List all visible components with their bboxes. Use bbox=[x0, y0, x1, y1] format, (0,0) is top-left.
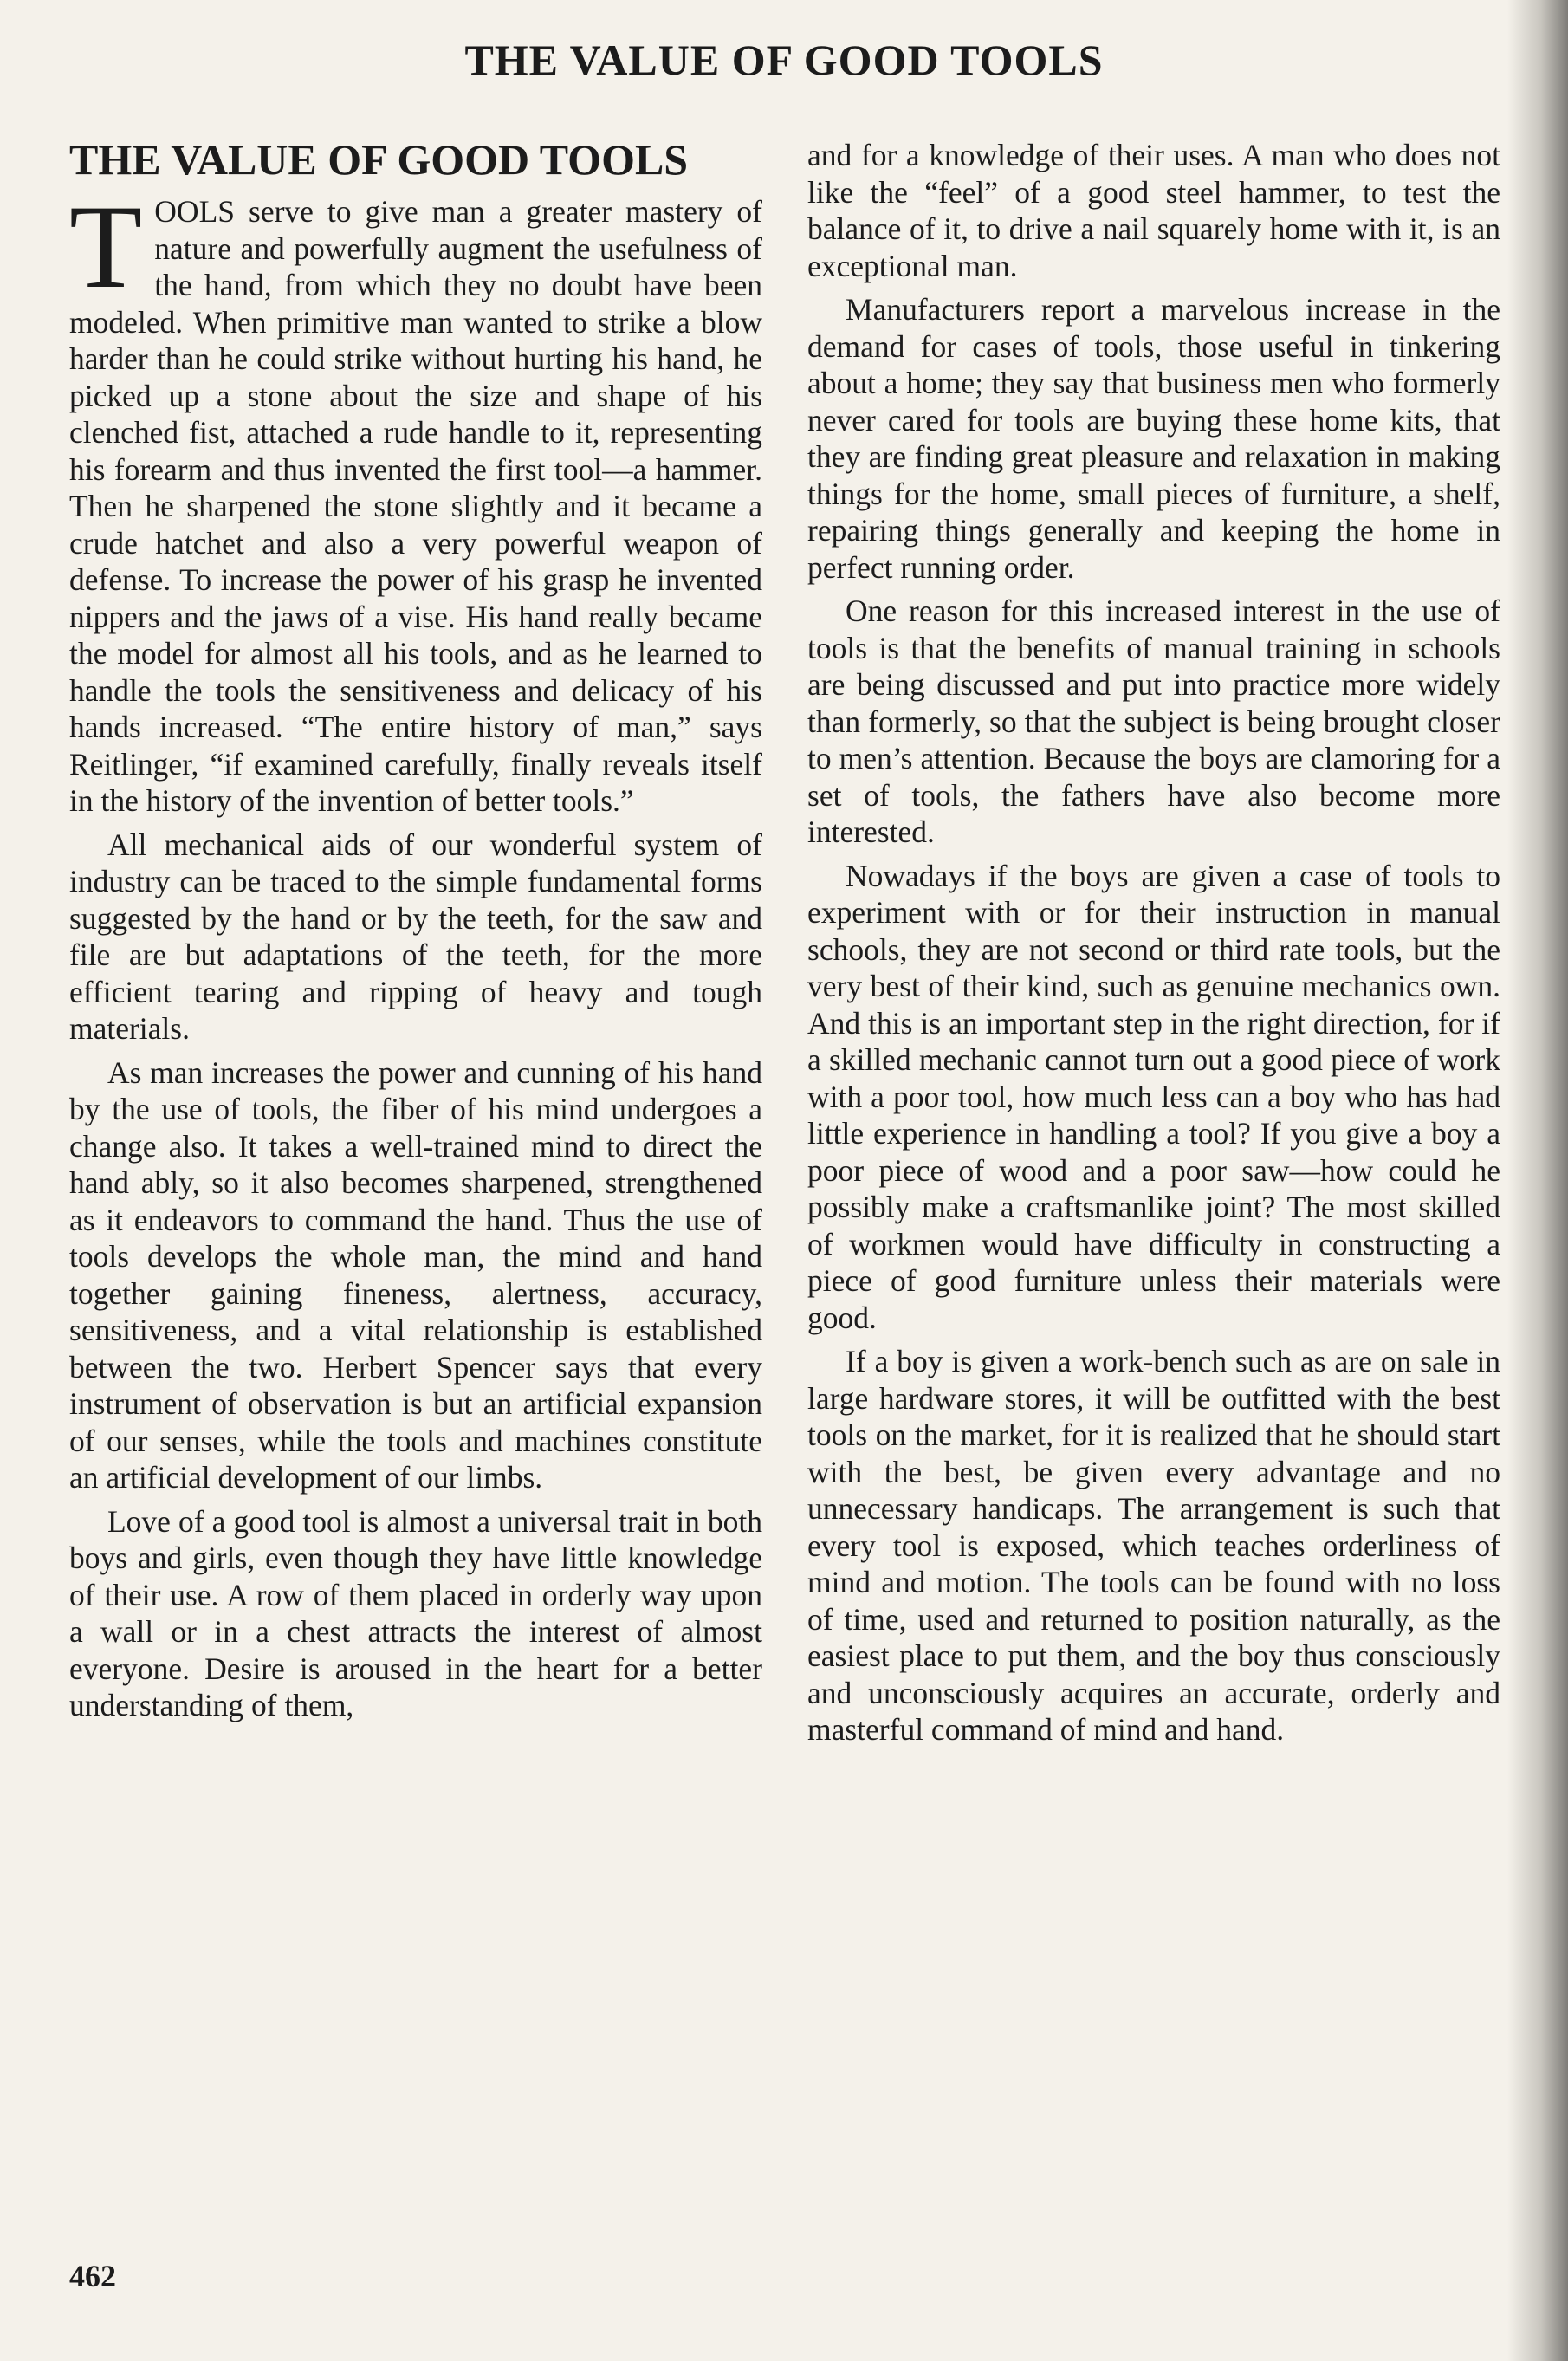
article-title: THE VALUE OF GOOD TOOLS bbox=[69, 135, 689, 184]
paragraph-7: Nowadays if the boys are given a case of tools to experiment with or for their instruction in manual schools, they are not second or third rate tools, but the very best of their kind, such as genuine mechanics own. And this is an important step in the right direction, for if a skilled mechanic cannot turn out a good piece of work with a poor tool, how much less can a boy who has had little experience in handling a tool? If you give a boy a poor piece of wood and a poor saw—how could he possibly make a craftsmanlike joint? The most skilled of workmen would have difficulty in constructing a piece of good furniture unless their materials were good. bbox=[807, 858, 1500, 1335]
running-head: THE VALUE OF GOOD TOOLS bbox=[464, 36, 1104, 84]
left-column bbox=[69, 134, 762, 1731]
paragraph-2: All mechanical aids of our wonderful system of industry can be traced to the simple fundamental forms suggested by the hand or by the teeth, for the saw and file are but adaptations of the teeth, for the more efficient tearing and ripping of heavy and tough materials. bbox=[69, 827, 762, 1046]
page-number: 462 bbox=[69, 2259, 116, 2293]
drop-cap: T bbox=[69, 180, 143, 313]
paragraph-6: One reason for this increased interest in the use of tools is that the benefits of manual training in schools are being discussed and put into practice more widely than formerly, so that the subject is being brought closer to men’s attention. Because the boys are clamoring for a set of tools, the fathers have also become more interested. bbox=[807, 593, 1500, 849]
paragraph-4-continued: and for a knowledge of their uses. A man who does not like the “feel” of a good steel hammer, to test the balance of it, to drive a nail squarely home with it, is an exceptional man. bbox=[807, 138, 1500, 283]
page-edge-shadow bbox=[1507, 0, 1568, 2361]
paragraph-1 bbox=[69, 180, 762, 820]
paragraph-5: Manufacturers report a marvelous increase in the demand for cases of tools, those useful in tinkering about a home; they say that business men who formerly never cared for tools are buying these home kits, that they are finding great pleasure and relaxation in making things for the home, small pieces of furniture, a shelf, repairing things generally and keeping the home in perfect running order. bbox=[807, 292, 1500, 585]
paragraph-1-text: OOLS serve to give man a greater mastery of nature and powerfully augment the usefulness of the hand, from which they no doubt have been modeled. When primitive man wanted to strike a blow harder than he could strike without hurting his hand, he picked up a stone about the size and shape of his clenched fist, attached a rude handle to it, representing his forearm and thus invented the first tool—a hammer. Then he sharpened the stone slightly and it became a crude hatchet and also a very powerful weapon of defense. To increase the power of his grasp he invented nippers and the jaws of a vise. His hand really became the model for almost all his tools, and as he learned to handle the tools the sensitiveness and delicacy of his hands increased. “The entire history of man,” says Reitlinger, “if examined carefully, finally reveals itself in the history of the invention of better tools.” bbox=[69, 194, 762, 818]
paragraph-3: As man increases the power and cunning of his hand by the use of tools, the fiber of his mind undergoes a change also. It takes a well-trained mind to direct the hand ably, so it also becomes sharpened, strengthened as it endeavors to command the hand. Thus the use of tools develops the whole man, the mind and hand together gaining fineness, alertness, accuracy, sensitiveness, and a vital relationship is established between the two. Herbert Spencer says that every instrument of observation is but an artificial expansion of our senses, while the tools and machines constitute an artificial development of our limbs. bbox=[69, 1054, 762, 1495]
right-column bbox=[807, 137, 1500, 1755]
paragraph-8: If a boy is given a work-bench such as are on sale in large hardware stores, it will be outfitted with the best tools on the market, for it is realized that he should start with the best, be given every advantage and no unnecessary handicaps. The arrangement is such that every tool is exposed, which teaches orderliness of mind and motion. The tools can be found with no loss of time, used and returned to position naturally, as the easiest place to put them, and the boy thus consciously and unconsciously acquires an accurate, orderly and masterful command of mind and hand. bbox=[807, 1344, 1500, 1747]
paragraph-4: Love of a good tool is almost a universal trait in both boys and girls, even though they have little knowledge of their use. A row of them placed in orderly way upon a wall or in a chest attracts the interest of almost everyone. Desire is aroused in the heart for a better understanding of them, bbox=[69, 1503, 762, 1722]
